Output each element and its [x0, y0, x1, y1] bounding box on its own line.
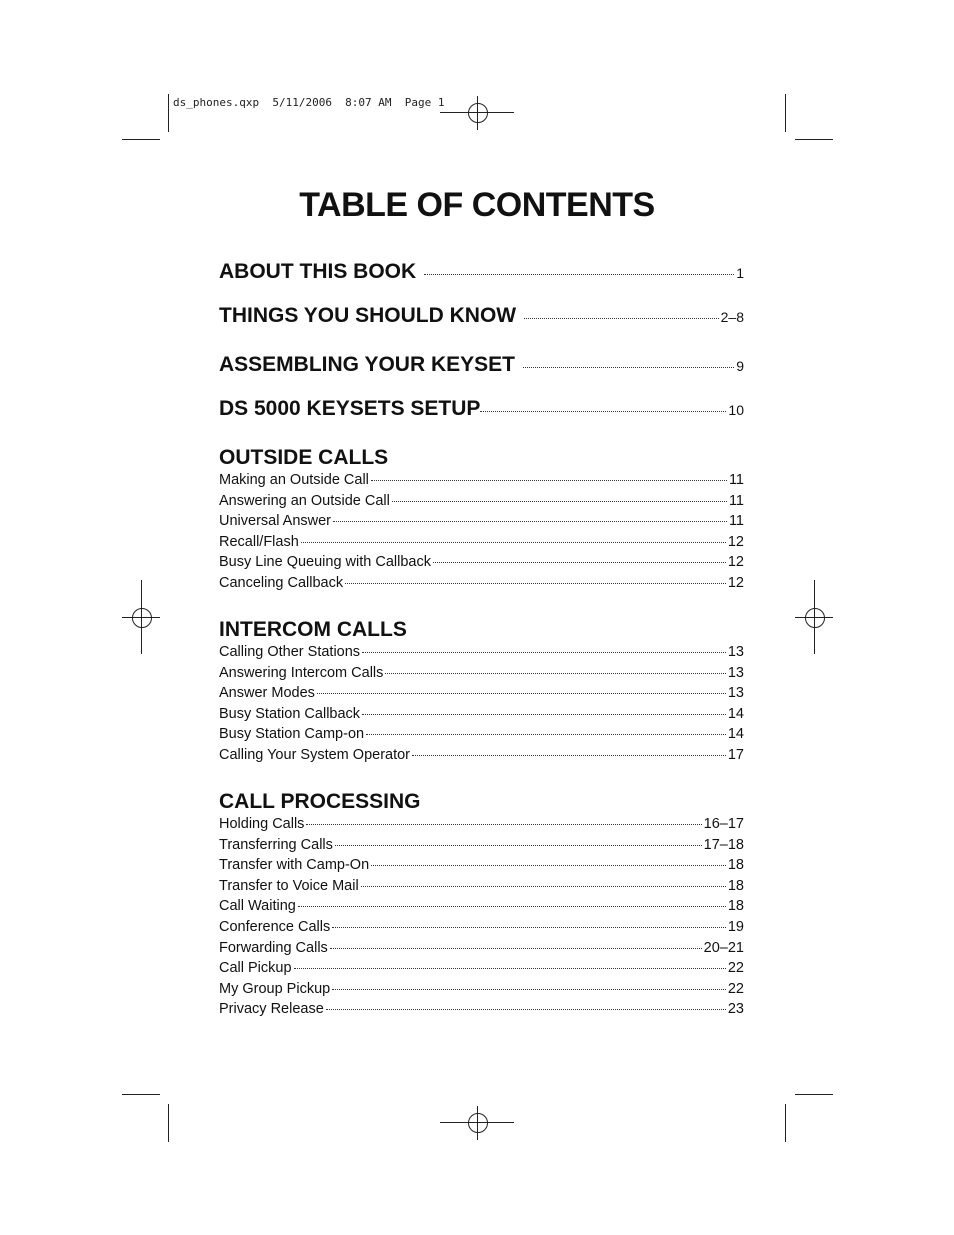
toc-section-outside-calls [219, 446, 744, 596]
toc-page-number: 17 [727, 746, 744, 763]
leader-dots [335, 845, 702, 846]
toc-major-entry [219, 353, 744, 379]
leader-dots [294, 968, 726, 969]
toc-entry-label: Transfer with Camp-On [219, 857, 370, 874]
toc-page-number: 11 [728, 513, 744, 530]
toc-entry-label: Calling Your System Operator [219, 746, 411, 763]
crop-mark [785, 94, 786, 132]
toc-entry-label: Making an Outside Call [219, 472, 369, 488]
toc-entry-label: Transfer to Voice Mail [219, 877, 359, 894]
toc-major-entry [219, 304, 744, 330]
toc-page-number: 11 [728, 472, 744, 488]
registration-circle [805, 608, 825, 628]
toc-entry [219, 1001, 744, 1022]
toc-page-number: 12 [727, 574, 744, 591]
crop-mark [168, 94, 169, 132]
toc-entry-label: Busy Station Callback [219, 705, 361, 722]
toc-entry [219, 554, 744, 575]
toc-major-label: ASSEMBLING YOUR KEYSET [219, 353, 515, 376]
toc-entry-label: Universal Answer [219, 513, 332, 530]
toc-section-intercom-calls [219, 618, 744, 768]
toc-page-number: 18 [727, 857, 744, 874]
leader-dots [371, 865, 726, 866]
crop-mark [795, 1094, 833, 1095]
section-heading: OUTSIDE CALLS [219, 446, 389, 469]
toc-page-number: 2–8 [720, 309, 744, 325]
toc-entry-label: Call Waiting [219, 898, 296, 915]
print-slug: ds_phones.qxp 5/11/2006 8:07 AM Page 1 [173, 96, 445, 109]
toc-major-label: DS 5000 KEYSETS SETUP [219, 397, 481, 420]
leader-dots [345, 583, 726, 584]
leader-dots [330, 948, 702, 949]
toc-entry [219, 472, 744, 493]
toc-entry [219, 981, 744, 1002]
toc-entry [219, 534, 744, 555]
leader-dots [392, 501, 727, 502]
toc-page-number: 20–21 [703, 939, 744, 956]
toc-major-label: ABOUT THIS BOOK [219, 260, 417, 283]
leader-dots [412, 755, 726, 756]
registration-circle [132, 608, 152, 628]
toc-entry [219, 644, 744, 665]
toc-entry [219, 665, 744, 686]
leader-dots [523, 367, 734, 368]
toc-entry [219, 940, 744, 961]
crop-mark [122, 1094, 160, 1095]
leader-dots [317, 693, 726, 694]
toc-entry [219, 513, 744, 534]
toc-page-number: 10 [728, 402, 744, 418]
toc-entry-label: Transferring Calls [219, 836, 333, 853]
toc-section-call-processing [219, 790, 744, 1022]
toc-entry-label: Privacy Release [219, 1001, 324, 1018]
leader-dots [385, 673, 725, 674]
toc-page-number: 23 [727, 1001, 744, 1018]
toc-entry [219, 726, 744, 747]
toc-entry [219, 960, 744, 981]
toc-major-entry [219, 260, 744, 286]
leader-dots [424, 274, 734, 275]
toc-page-number: 1 [736, 265, 744, 281]
toc-entry [219, 919, 744, 940]
crop-mark [168, 1104, 169, 1142]
leader-dots [298, 906, 726, 907]
toc-entry-label: Busy Line Queuing with Callback [219, 554, 431, 571]
toc-entry-label: Busy Station Camp-on [219, 726, 365, 743]
toc-page-number: 13 [727, 664, 744, 681]
toc-page-number: 22 [727, 980, 744, 997]
toc-entry [219, 685, 744, 706]
crop-mark [785, 1104, 786, 1142]
leader-dots [332, 927, 726, 928]
registration-circle [468, 1113, 488, 1133]
section-heading: INTERCOM CALLS [219, 618, 407, 641]
toc-page-number: 18 [727, 877, 744, 894]
toc-entry-label: Holding Calls [219, 816, 305, 832]
toc-page-number: 11 [728, 492, 744, 509]
leader-dots [433, 562, 726, 563]
leader-dots [301, 542, 726, 543]
leader-dots [366, 734, 726, 735]
toc-entry-label: Call Pickup [219, 960, 292, 977]
toc-page-number: 16–17 [703, 816, 744, 832]
toc-page-number: 22 [727, 960, 744, 977]
toc-page-number: 14 [727, 705, 744, 722]
toc-page-number: 19 [727, 918, 744, 935]
leader-dots [326, 1009, 726, 1010]
leader-dots [306, 824, 701, 825]
leader-dots [332, 989, 726, 990]
leader-dots [361, 886, 726, 887]
leader-dots [362, 714, 726, 715]
toc-page-number: 13 [727, 644, 744, 660]
toc-entry [219, 837, 744, 858]
toc-page-number: 9 [736, 358, 744, 374]
crop-mark [795, 139, 833, 140]
leader-dots [371, 480, 727, 481]
leader-dots [524, 318, 719, 319]
toc-entry-label: Forwarding Calls [219, 939, 328, 956]
toc-entry [219, 493, 744, 514]
section-heading: CALL PROCESSING [219, 790, 421, 813]
leader-dots [362, 652, 726, 653]
toc-entry-label: Recall/Flash [219, 533, 299, 550]
toc-entry [219, 575, 744, 596]
toc-page-number: 14 [727, 726, 744, 743]
toc-entry [219, 747, 744, 768]
toc-entry-label: Canceling Callback [219, 574, 344, 591]
toc-entry-label: Answering an Outside Call [219, 492, 390, 509]
toc-entry [219, 898, 744, 919]
toc-entry-label: Calling Other Stations [219, 644, 361, 660]
toc-major-label: THINGS YOU SHOULD KNOW [219, 304, 517, 327]
registration-circle [468, 103, 488, 123]
toc-page-number: 18 [727, 898, 744, 915]
toc-entry-label: My Group Pickup [219, 980, 331, 997]
toc-entry [219, 857, 744, 878]
toc-entry [219, 878, 744, 899]
leader-dots [480, 411, 726, 412]
toc-page-number: 13 [727, 685, 744, 702]
toc-page-number: 12 [727, 554, 744, 571]
leader-dots [333, 521, 727, 522]
toc-page-number: 12 [727, 533, 744, 550]
toc-entry-label: Answering Intercom Calls [219, 664, 384, 681]
toc-entry-label: Answer Modes [219, 685, 315, 702]
toc-page-number: 17–18 [703, 836, 744, 853]
toc-entry [219, 706, 744, 727]
page-title: TABLE OF CONTENTS [299, 186, 655, 224]
crop-mark [122, 139, 160, 140]
toc-entry-label: Conference Calls [219, 918, 331, 935]
toc-major-entry [219, 397, 744, 423]
toc-entry [219, 816, 744, 837]
